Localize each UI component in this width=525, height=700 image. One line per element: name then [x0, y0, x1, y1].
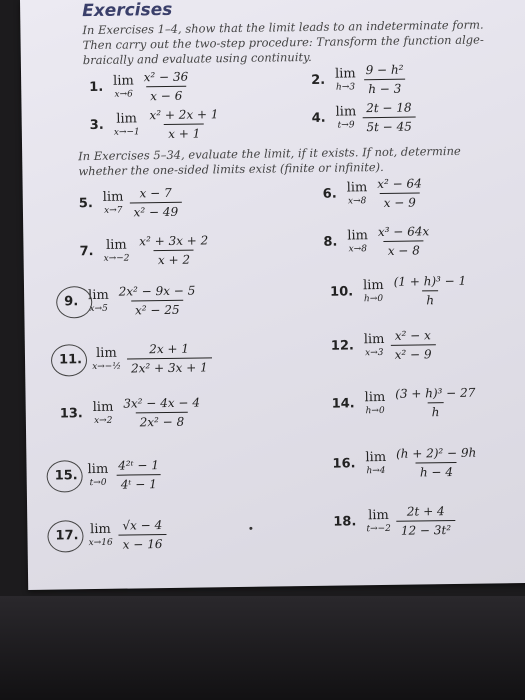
lim-word: lim — [363, 331, 385, 348]
numerator: x² − x — [394, 328, 431, 343]
limit-operator — [113, 74, 134, 99]
lim-word: lim — [334, 66, 356, 82]
exercise-6 — [323, 176, 427, 210]
exercise-16 — [332, 446, 480, 481]
fraction — [390, 328, 435, 362]
fraction — [145, 107, 222, 141]
exercise-12 — [331, 328, 436, 362]
denominator: h − 3 — [364, 79, 405, 97]
limit-operator — [366, 509, 391, 534]
numerator: 2x + 1 — [149, 341, 190, 357]
fraction — [140, 70, 193, 104]
limit-subscript: x→8 — [347, 196, 367, 207]
exercise-8 — [323, 224, 433, 259]
exercise-number: 14. — [331, 396, 355, 412]
lim-word: lim — [346, 180, 368, 196]
limit-subscript: x→6 — [114, 89, 133, 100]
limit-operator — [92, 347, 121, 372]
lim-word: lim — [365, 449, 387, 466]
limit-subscript: x→8 — [348, 244, 368, 255]
lim-word: lim — [88, 287, 109, 304]
lim-word: lim — [347, 228, 369, 244]
limit-subscript: x→7 — [104, 205, 123, 216]
numerator: x³ − 64x — [377, 224, 430, 240]
denominator: h — [422, 290, 438, 307]
limit-subscript: x→16 — [88, 537, 113, 549]
limit-subscript: x→3 — [365, 347, 384, 359]
denominator: h − 4 — [416, 462, 457, 480]
fraction — [374, 224, 434, 258]
denominator: x − 6 — [146, 86, 186, 104]
lim-word: lim — [90, 521, 111, 538]
exercise-number: 10. — [330, 284, 354, 300]
intro-line: whether the one-sided limits exist (finite or infinite). — [78, 159, 384, 179]
limit-operator — [88, 523, 112, 548]
denominator: x − 16 — [119, 534, 167, 552]
limit-subscript: h→3 — [335, 82, 356, 93]
dark-background — [0, 596, 525, 700]
exercise-number: 16. — [332, 456, 356, 472]
denominator: 2x² + 3x + 1 — [127, 357, 212, 375]
lim-word: lim — [113, 73, 134, 89]
fraction — [362, 100, 416, 134]
numerator: (1 + h)³ − 1 — [393, 273, 467, 289]
exercise-number: 8. — [323, 234, 338, 250]
limit-operator — [347, 229, 368, 254]
limit-operator — [335, 67, 356, 92]
numerator: 2x² − 9x − 5 — [118, 283, 196, 299]
exercise-number: 12. — [330, 338, 354, 354]
denominator: x² − 25 — [131, 300, 184, 318]
numerator: 2t + 4 — [406, 504, 445, 519]
limit-subscript: x→2 — [94, 415, 113, 427]
fraction — [118, 518, 166, 552]
fraction — [114, 458, 163, 492]
lim-word: lim — [364, 389, 386, 406]
exercise-number-circled: 15. — [54, 468, 78, 484]
lim-word: lim — [116, 111, 138, 127]
lim-word: lim — [87, 461, 109, 478]
exercise-number: 2. — [311, 72, 326, 88]
denominator: x + 1 — [164, 123, 204, 141]
limit-subscript: h→0 — [365, 405, 385, 417]
exercise-9 — [64, 284, 200, 319]
lim-word: lim — [102, 189, 124, 205]
section-title: Exercises — [82, 0, 173, 22]
limit-subscript: x→5 — [89, 303, 108, 315]
limit-subscript: x→−½ — [92, 361, 122, 373]
exercise-number-circled: 17. — [55, 528, 79, 544]
exercise-15 — [54, 458, 163, 493]
limit-operator — [365, 391, 386, 416]
fraction — [390, 274, 471, 308]
exercise-13 — [60, 395, 205, 430]
limit-operator — [114, 112, 140, 137]
lim-word: lim — [105, 237, 127, 253]
fraction — [127, 341, 212, 375]
limit-operator — [335, 105, 356, 130]
exercise-number: 4. — [311, 110, 326, 126]
denominator: x + 2 — [154, 250, 194, 268]
fraction — [119, 395, 204, 429]
denominator: h — [428, 402, 444, 419]
limit-subscript: h→0 — [363, 293, 384, 305]
exercise-number: 18. — [333, 514, 357, 530]
exercise-number: 6. — [322, 186, 337, 202]
denominator: x² − 49 — [129, 202, 182, 220]
limit-operator — [365, 451, 386, 476]
numerator: 3x² − 4x − 4 — [123, 395, 201, 411]
limit-subscript: h→4 — [366, 465, 386, 477]
lim-word: lim — [95, 345, 117, 361]
lim-word: lim — [362, 277, 384, 294]
numerator: (h + 2)² − 9h — [395, 445, 477, 461]
exercise-number: 3. — [89, 117, 104, 134]
intro-paragraph-2 — [78, 144, 461, 179]
fraction — [392, 446, 481, 480]
numerator: 2t − 18 — [366, 100, 412, 116]
limit-subscript: t→−2 — [366, 523, 391, 535]
denominator: x − 9 — [380, 192, 420, 210]
limit-subscript: x→−2 — [103, 253, 130, 264]
intro-line: In Exercises 5–34, evaluate the limit, if it exists. If not, determine — [78, 143, 461, 164]
numerator: x² + 3x + 2 — [139, 233, 209, 249]
denominator: 4ᵗ − 1 — [117, 474, 161, 492]
exercise-number-circled: 9. — [64, 294, 79, 310]
numerator: 9 − h² — [365, 62, 404, 78]
denominator: 2x² − 8 — [136, 412, 189, 430]
denominator: x − 8 — [384, 240, 424, 258]
exercise-14 — [331, 386, 479, 421]
fraction — [373, 176, 426, 210]
limit-operator — [103, 191, 124, 216]
limit-operator — [364, 333, 385, 358]
fraction — [135, 233, 212, 267]
fraction — [397, 504, 456, 538]
intro-line: In Exercises 1–4, show that the limit leads to an indeterminate form. — [82, 17, 484, 38]
fraction — [391, 386, 480, 420]
exercise-11 — [59, 341, 212, 376]
exercise-4 — [311, 100, 416, 134]
denominator: 12 − 3t² — [397, 520, 455, 538]
limit-operator — [93, 401, 114, 426]
numerator: 4²ᵗ − 1 — [118, 458, 160, 473]
pen-mark — [249, 527, 252, 530]
exercise-number: 5. — [78, 196, 93, 212]
lim-word: lim — [368, 507, 389, 524]
lim-word: lim — [92, 399, 114, 416]
fraction — [129, 186, 182, 220]
numerator: x² + 2x + 1 — [149, 107, 219, 123]
limit-operator — [347, 181, 368, 206]
textbook-page — [20, 0, 525, 590]
limit-subscript: t→0 — [89, 477, 107, 489]
fraction — [115, 284, 200, 318]
exercise-5 — [79, 186, 183, 220]
numerator: (3 + h)³ − 27 — [395, 385, 476, 401]
exercise-2 — [311, 63, 408, 97]
exercise-18 — [333, 504, 455, 539]
exercise-10 — [330, 274, 471, 309]
intro-line: braically and evaluate using continuity. — [82, 49, 312, 68]
exercise-1 — [89, 70, 193, 104]
fraction — [362, 63, 408, 97]
limit-subscript: x→−1 — [113, 127, 140, 138]
numerator: x² − 64 — [377, 176, 422, 192]
exercise-number: 1. — [89, 79, 104, 96]
limit-operator — [363, 279, 384, 304]
denominator: x² − 9 — [391, 344, 436, 362]
intro-paragraph-1 — [82, 18, 484, 69]
limit-subscript: t→9 — [337, 120, 355, 131]
lim-word: lim — [335, 104, 357, 120]
exercise-number-circled: 11. — [58, 352, 83, 368]
denominator: 5t − 45 — [362, 116, 416, 134]
exercise-3 — [90, 107, 223, 142]
exercise-number: 7. — [79, 243, 94, 260]
numerator: x − 7 — [139, 185, 172, 201]
exercise-17 — [55, 518, 166, 553]
limit-operator — [88, 463, 109, 488]
numerator: x² − 36 — [143, 69, 189, 85]
intro-line: Then carry out the two-step procedure: Transform the function alge- — [82, 32, 484, 53]
exercise-number: 13. — [59, 406, 83, 422]
exercise-7 — [79, 233, 212, 268]
limit-operator — [103, 238, 129, 263]
numerator: √x − 4 — [122, 518, 163, 533]
